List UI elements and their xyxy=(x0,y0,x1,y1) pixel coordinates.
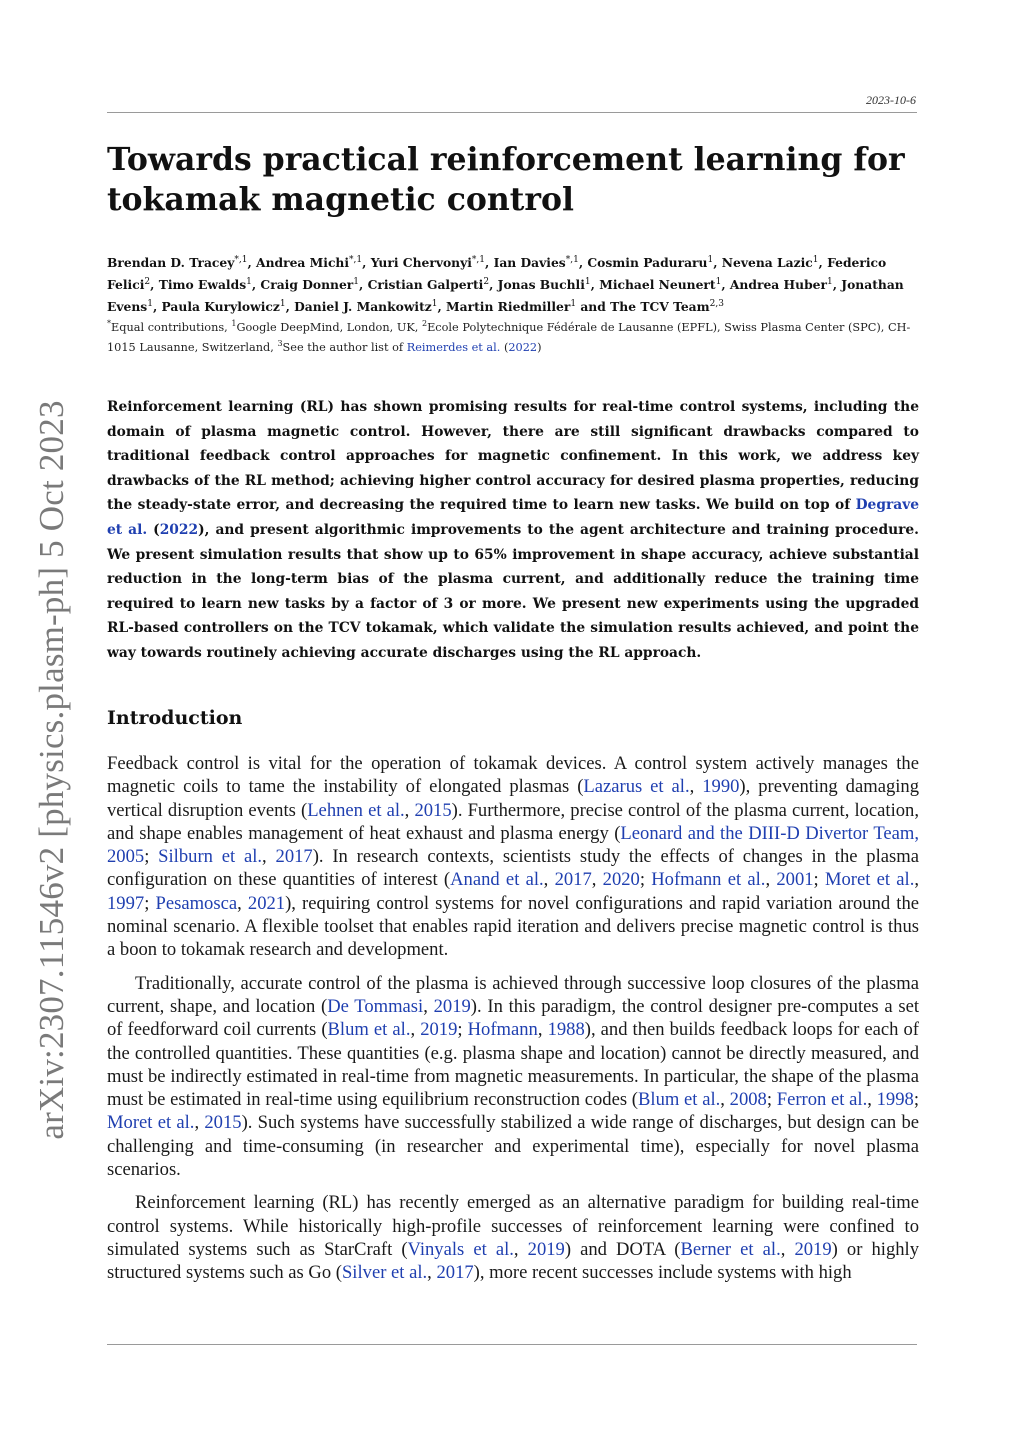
citation-link[interactable]: 2017 xyxy=(275,846,313,868)
author-list: Brendan D. Tracey$^{*,1}$, Andrea Michi$^{*,1}$, Yuri Chervonyi$^{*,1}$, Ian Davies$^{*,1}$, Cosmin Paduraru$^1$, Nevena Lazic$^1$, Federico Felici$^2$, Timo Ewalds$^1$, Craig Donner$^1$, Cristian Galperti$^2$, Jonas Buchli$^1$, Michael Neunert$^1$, Andrea Huber$^1$, Jonathan Evens$^1$, Paula Kurylowicz$^1$, Daniel J. Mankowitz$^1$, Martin Riedmiller$^1$ and The TCV Team$^{2,3}$ xyxy=(107,254,904,314)
paragraph-text: , xyxy=(914,869,920,891)
paragraph-text: ), and then builds feedback loops for each of the controlled quantities. These quantities (e.g. plasma shape and location) cannot be directly measured, and must be indirectly estimated in real-time from magnetic measurements. In particular, the shape of the plasma must be estimated in real-time using equilibrium reconstruction codes ( xyxy=(107,1019,919,1111)
paragraph-text: , xyxy=(591,869,603,891)
citation-link[interactable]: Leonard and the DIII-D Divertor Team, 2005 xyxy=(107,822,919,868)
affiliation-2: Ecole Polytechnique Fédérale de Lausanne (EPFL), Swiss Plasma Center (SPC), CH-1015 Lausanne, Switzerland, xyxy=(107,321,911,354)
paragraph-text: Feedback control is vital for the operation of tokamak devices. A control system actively manages the magnetic coils to tame the instability of elongated plasmas ( xyxy=(107,753,919,798)
author-affiliation-mark: 1 xyxy=(707,254,714,265)
body-text xyxy=(107,752,919,1295)
author-name: Paula Kurylowicz xyxy=(161,299,280,314)
author-name: Jonas Buchli xyxy=(497,277,585,292)
paragraph-text: , xyxy=(780,1238,795,1260)
citation-link[interactable]: 2001 xyxy=(776,869,814,891)
paragraph-text: ; xyxy=(639,869,652,891)
paragraph-text: ; xyxy=(913,1089,919,1111)
citation-link[interactable]: 1990 xyxy=(702,776,740,798)
paragraph-text: , xyxy=(194,1112,205,1134)
paragraph-text: ; xyxy=(766,1089,777,1111)
author-name: Andrea Michi xyxy=(256,255,350,270)
citation-link[interactable]: 1998 xyxy=(876,1089,914,1111)
author-affiliation-mark: 2 xyxy=(144,276,151,287)
paragraph-text: , xyxy=(262,846,276,868)
paragraph-text: ), requiring control systems for novel configurations and rapid variation around the nominal scenario. A flexible toolset that enables rapid iteration and delivers precise magnetic control is thus a boon to tokamak research and development. xyxy=(107,892,920,961)
author-affiliation-mark: 1 xyxy=(246,276,252,287)
affiliation-mark-3: 3 xyxy=(277,339,283,349)
paragraph-text: ; xyxy=(813,869,825,891)
citation-link[interactable]: 1988 xyxy=(547,1019,585,1041)
affiliation-3: See the author list of xyxy=(282,341,407,354)
paragraph-text: , xyxy=(537,1019,548,1041)
citation-link[interactable]: Moret et al. xyxy=(107,1112,195,1134)
citation-link[interactable]: 2008 xyxy=(729,1089,767,1111)
citation-link[interactable]: 2022 xyxy=(159,521,199,538)
affiliation-1: Google DeepMind, London, UK, xyxy=(236,321,422,334)
author-name: Timo Ewalds xyxy=(158,277,247,292)
paragraph-text: ) or highly structured systems such as Go ( xyxy=(107,1238,920,1284)
equal-mark: * xyxy=(107,319,111,329)
citation-link[interactable]: Degrave et al. xyxy=(107,497,919,538)
citation-link[interactable]: Anand et al. xyxy=(450,869,544,891)
paragraph-text: , xyxy=(689,776,703,798)
author-affiliation-mark: *,1 xyxy=(471,254,486,265)
author-name: Daniel J. Mankowitz xyxy=(294,299,432,314)
abstract-text: Reinforcement learning (RL) has shown promising results for real-time control systems, including the domain of plasma magnetic control. However, there are still significant drawbacks compared to traditional feedback control approaches for magnetic confinement. In this work, we address key drawbacks of the RL method; achieving higher control accuracy for desired plasma properties, reducing the steady-state error, and decreasing the required time to learn new tasks. We build on top of xyxy=(107,399,919,514)
author-joiner: and xyxy=(576,299,611,314)
citation-link[interactable]: 2019 xyxy=(433,995,471,1017)
body-paragraph xyxy=(107,1191,919,1284)
author-name: Jonathan Evens xyxy=(107,277,904,314)
author-name: Cristian Galperti xyxy=(367,277,484,292)
footer-rule xyxy=(107,1344,917,1345)
paragraph-text: ) and DOTA ( xyxy=(564,1238,681,1260)
citation-link[interactable]: Moret et al. xyxy=(824,869,915,891)
citation-link[interactable]: Blum et al. xyxy=(638,1089,721,1111)
author-name: Andrea Huber xyxy=(729,277,827,292)
paragraph-text: ), more recent successes include systems with high xyxy=(473,1262,852,1284)
abstract: Reinforcement learning (RL) has shown promising results for real-time control systems, including the domain of plasma magnetic control. However, there are still significant drawbacks compared to traditional feedback control approaches for magnetic confinement. In this work, we address key drawbacks of the RL method; achieving higher control accuracy for desired plasma properties, reducing the steady-state error, and decreasing the required time to learn new tasks. We build on top of Degrave et al. (2022), and present algorithmic improvements to the agent architecture and training procedure. We present simulation results that show up to 65% improvement in shape accuracy, achieve substantial reduction in the long-term bias of the plasma current, and additionally reduce the training time required to learn new tasks by a factor of 3 or more. We present new experiments using the upgraded RL-based controllers on the TCV tokamak, which validate the simulation results achieved, and point the way towards routinely achieving accurate discharges using the RL approach. xyxy=(107,399,919,661)
citation-link[interactable]: Silver et al. xyxy=(341,1262,428,1284)
paragraph-text: ), preventing damaging vertical disruption events ( xyxy=(107,776,920,821)
citation-link[interactable]: Berner et al. xyxy=(680,1238,781,1260)
author-affiliation-mark: 1 xyxy=(826,276,833,287)
citation-link[interactable]: Vinyals et al. xyxy=(407,1238,514,1260)
citation-link[interactable]: 2017 xyxy=(436,1262,474,1284)
citation-link[interactable]: 2022 xyxy=(508,341,538,354)
author-name: Martin Riedmiller xyxy=(446,299,571,314)
paragraph-text: , xyxy=(765,869,777,891)
author-affiliation-mark: 1 xyxy=(570,298,577,309)
author-name: Craig Donner xyxy=(260,277,354,292)
paragraph-text: ). In this paradigm, the control designer pre-computes a set of feedforward coil currents ( xyxy=(107,995,920,1041)
paragraph-text: ). Furthermore, precise control of the plasma current, location, and shape enables management of heat exhaust and plasma energy ( xyxy=(107,799,919,844)
author-name: The TCV Team xyxy=(610,299,710,314)
author-affiliation-mark: *,1 xyxy=(234,254,248,265)
paragraph-text: , xyxy=(427,1262,437,1284)
paragraph-text: , xyxy=(404,799,415,821)
author-name: Nevena Lazic xyxy=(721,255,813,270)
author-affiliation-mark: 1 xyxy=(147,298,153,309)
citation-link[interactable]: Hofmann xyxy=(467,1019,538,1041)
paragraph-text: , xyxy=(867,1089,877,1111)
citation-link[interactable]: 2019 xyxy=(527,1238,565,1260)
abstract-text: , and present algorithmic improvements to the agent architecture and training procedure. We present simulation results that show up to 65% improvement in shape accuracy, achieve substantial reduction in the long-term bias of the plasma current, and additionally reduce the training time required to learn new tasks by a factor of 3 or more. We present new experiments using the upgraded RL-based controllers on the TCV tokamak, which validate the simulation results achieved, and point the way towards routinely achieving accurate discharges using the RL approach. xyxy=(107,521,919,661)
citation-link[interactable]: De Tommasi xyxy=(327,995,424,1017)
paragraph-text: , xyxy=(720,1089,730,1111)
section-heading: Introduction xyxy=(107,707,243,729)
author-affiliation-mark: 2 xyxy=(483,276,490,287)
author-affiliation-mark: 1 xyxy=(584,276,591,287)
paragraph-text: Reinforcement learning (RL) has recently emerged as an alternative paradigm for building real-time control systems. While historically high-profile successes of reinforcement learning were confined to simulated systems such as StarCraft ( xyxy=(107,1192,919,1260)
paragraph-text: ; xyxy=(144,846,159,868)
paragraph-text: , xyxy=(237,892,248,914)
author-affiliation-mark: 2,3 xyxy=(709,298,724,309)
citation-link[interactable]: 2017 xyxy=(554,869,592,891)
paragraph-text: , xyxy=(543,869,555,891)
body-paragraph xyxy=(107,972,919,1182)
arxiv-identifier: arXiv:2307.11546v2 [physics.plasm-ph] 5 Oct 2023 xyxy=(32,400,71,1140)
citation-link[interactable]: 2021 xyxy=(247,892,286,914)
citation-link[interactable]: 2020 xyxy=(602,869,640,891)
author-affiliation-mark: 1 xyxy=(353,276,359,287)
author-affiliation-mark: 1 xyxy=(431,298,438,309)
citation-link[interactable]: Ferron et al. xyxy=(776,1089,868,1111)
citation-link[interactable]: Reimerdes et al. xyxy=(406,341,501,354)
author-affiliation-mark: 1 xyxy=(812,254,819,265)
citation-link[interactable]: 2015 xyxy=(204,1112,242,1134)
paragraph-text: ; xyxy=(457,1019,468,1041)
author-name: Cosmin Paduraru xyxy=(587,255,708,270)
paper-title: Towards practical reinforcement learning for tokamak magnetic control xyxy=(107,141,905,218)
paragraph-text: Traditionally, accurate control of the plasma is achieved through successive loop closures of the plasma current, shape, and location ( xyxy=(107,972,919,1017)
paragraph-text: , xyxy=(410,1019,421,1041)
affiliations: *Equal contributions, $^1$Google DeepMind, London, UK, $^2$Ecole Polytechnique Fédérale de Lausanne (EPFL), Swiss Plasma Center (SPC), CH-1015 Lausanne, Switzerland, $^3$See the author list of Reimerdes et al. (2022) xyxy=(107,319,911,354)
citation-link[interactable]: Hofmann et al. xyxy=(651,869,766,891)
citation-link[interactable]: Pesamosca xyxy=(155,892,238,914)
author-name: Federico Felici xyxy=(107,255,887,292)
author-name: Ian Davies xyxy=(493,255,566,270)
citation-link[interactable]: Silburn et al. xyxy=(158,846,263,868)
author-affiliation-mark: 1 xyxy=(715,276,722,287)
author-name: Brendan D. Tracey xyxy=(107,255,235,270)
citation-link[interactable]: 2015 xyxy=(414,799,452,821)
citation-link[interactable]: Lazarus et al. xyxy=(583,776,690,798)
author-name: Yuri Chervonyi xyxy=(370,255,472,270)
paper-date: 2023-10-6 xyxy=(866,93,916,107)
author-affiliation-mark: *,1 xyxy=(349,254,363,265)
body-paragraph xyxy=(107,752,919,962)
author-name: Michael Neunert xyxy=(599,277,716,292)
author-affiliation-mark: *,1 xyxy=(565,254,579,265)
paragraph-text: ; xyxy=(144,892,156,914)
affiliation-mark-1: 1 xyxy=(231,319,237,329)
equal-contrib-note: Equal contributions, xyxy=(111,321,232,334)
affiliation-mark-2: 2 xyxy=(421,319,428,329)
citation-link[interactable]: Blum et al. xyxy=(327,1019,411,1041)
author-affiliation-mark: 1 xyxy=(279,298,286,309)
citation-link[interactable]: 1997 xyxy=(107,892,145,914)
paragraph-text: ). In research contexts, scientists study the effects of changes in the plasma configuration on these quantities of interest ( xyxy=(107,846,919,891)
paragraph-text: ). Such systems have successfully stabilized a wide range of discharges, but design can be challenging and time-consuming (in researcher and experimental time), especially for novel plasma scenarios. xyxy=(107,1112,919,1181)
citation-link[interactable]: 2019 xyxy=(794,1238,832,1260)
header-rule xyxy=(107,112,917,113)
citation-link[interactable]: Lehnen et al. xyxy=(307,799,405,821)
paragraph-text: , xyxy=(423,995,434,1017)
citation-link[interactable]: 2019 xyxy=(420,1019,458,1041)
paragraph-text: , xyxy=(513,1238,528,1260)
